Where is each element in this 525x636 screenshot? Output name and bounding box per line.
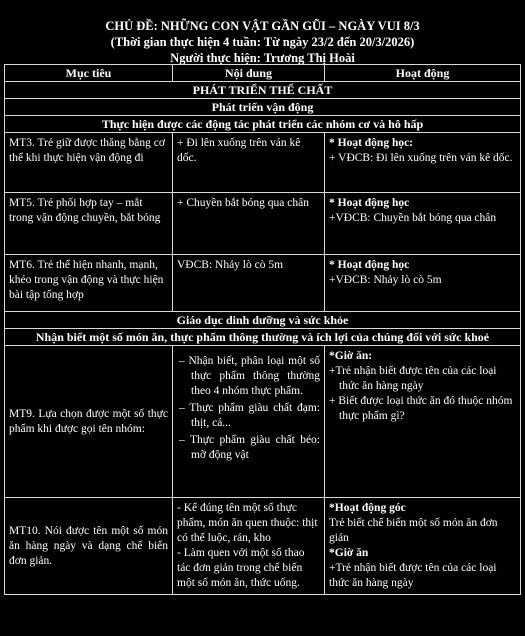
- list-item: – Thực phẩm giàu chất đạm: thịt, cá...: [179, 402, 320, 429]
- activity-text: +VĐCB: Chuyền bắt bóng qua chân: [329, 212, 497, 224]
- activity-cell: [325, 193, 521, 255]
- activity-text: Trẻ biết chế biến một số món ăn đơn giản: [329, 517, 498, 544]
- activity-title: *Hoạt động góc: [329, 502, 406, 514]
- section-row: [5, 99, 521, 116]
- list-item: – Nhận biết, phân loại một số thực phẩm thông thường theo 4 nhóm thực phẩm.: [179, 355, 320, 397]
- table-row: [5, 133, 521, 193]
- activity-text: + VĐCB: Đi lên xuống trên ván kê dốc.: [329, 152, 513, 164]
- list-item: - Làm quen với một số thao tác đơn giản trong chế biến một số món ăn, thức uống.: [177, 547, 305, 589]
- table-row: [5, 255, 521, 312]
- theme-title: CHỦ ĐỀ: NHỮNG CON VẬT GẦN GŨI – NGÀY VUI 8/3: [105, 19, 420, 33]
- content-cell: [173, 498, 325, 595]
- content-cell: VĐCB: Nhảy lò cò 5m: [173, 255, 325, 312]
- section-physical: PHÁT TRIỂN THỂ CHẤT: [5, 82, 521, 99]
- list-item: + Biết được loại thức ăn đó thuộc nhóm thực phẩm gì?: [329, 395, 513, 422]
- activity-title: *Giờ ăn:: [329, 350, 373, 362]
- activity-text: +Trẻ nhận biết được tên của các loại thức ăn hàng ngày: [329, 562, 497, 589]
- author-line: Người thực hiện: Trương Thị Hoài: [170, 51, 355, 65]
- col-content-header: Nội dung: [173, 65, 325, 82]
- table-row: [5, 193, 521, 255]
- activity-cell: [325, 498, 521, 595]
- activity-title: * Hoạt động học: [329, 197, 410, 209]
- content-cell: + Đi lên xuống trên ván kê dốc.: [173, 133, 325, 193]
- section-row: [5, 312, 521, 329]
- content-cell: [173, 346, 325, 498]
- table-row: [5, 498, 521, 595]
- activity-title: * Hoạt động học: [329, 259, 410, 271]
- col-activity-header: Hoạt động: [325, 65, 521, 82]
- activity-text: +VĐCB: Nhảy lò cò 5m: [329, 274, 442, 286]
- goal-cell: MT5. Trẻ phối hợp tay – mắt trong vận động chuyền, bắt bóng: [5, 193, 173, 255]
- goal-cell: MT6. Trẻ thể hiện nhanh, mạnh, khéo trong vận động và thực hiện bài tập tổng hợp: [5, 255, 173, 312]
- subsection-food: Nhận biết một số món ăn, thực phẩm thông thường và ích lợi của chúng đối với sức khoẻ: [5, 329, 521, 346]
- col-goal-header: Mục tiêu: [5, 65, 173, 82]
- table-row: [5, 346, 521, 498]
- list-item: - Kể đúng tên một số thực phẩm, món ăn quen thuộc: thịt có thể luộc, rán, kho: [177, 502, 318, 544]
- section-row: [5, 116, 521, 133]
- time-range: (Thời gian thực hiện 4 tuần: Từ ngày 23/2 đến 20/3/2026): [110, 35, 415, 49]
- list-item: +Trẻ nhận biết được tên của các loại thức ăn hàng ngày: [329, 365, 497, 392]
- header-row: [5, 65, 521, 82]
- list-item: – Thực phẩm giàu chất béo: mỡ động vật: [179, 434, 320, 461]
- activity-cell: [325, 255, 521, 312]
- section-row: [5, 329, 521, 346]
- document-header: [0, 0, 525, 66]
- activity-cell: [325, 346, 521, 498]
- activity-title: * Hoạt động học:: [329, 137, 414, 149]
- activity-cell: [325, 133, 521, 193]
- content-cell: + Chuyền bắt bóng qua chân: [173, 193, 325, 255]
- section-row: [5, 82, 521, 99]
- content-list: [177, 354, 320, 463]
- goal-cell: MT9. Lựa chọn được một số thực phẩm khi được gọi tên nhóm:: [5, 346, 173, 498]
- subsection-motor: Phát triển vận động: [5, 99, 521, 116]
- goal-cell: MT3. Trẻ giữ được thăng bằng cơ thể khi thực hiện vận động đi: [5, 133, 173, 193]
- section-nutrition: Giáo dục dinh dưỡng và sức khỏe: [5, 312, 521, 329]
- subsection-muscle: Thực hiện được các động tác phát triển các nhóm cơ và hô hấp: [5, 116, 521, 133]
- goal-cell: MT10. Nói được tên một số món ăn hàng ngày và dạng chế biến đơn giản.: [5, 498, 173, 595]
- plan-table: [4, 64, 521, 595]
- activity-title: *Giờ ăn: [329, 547, 369, 559]
